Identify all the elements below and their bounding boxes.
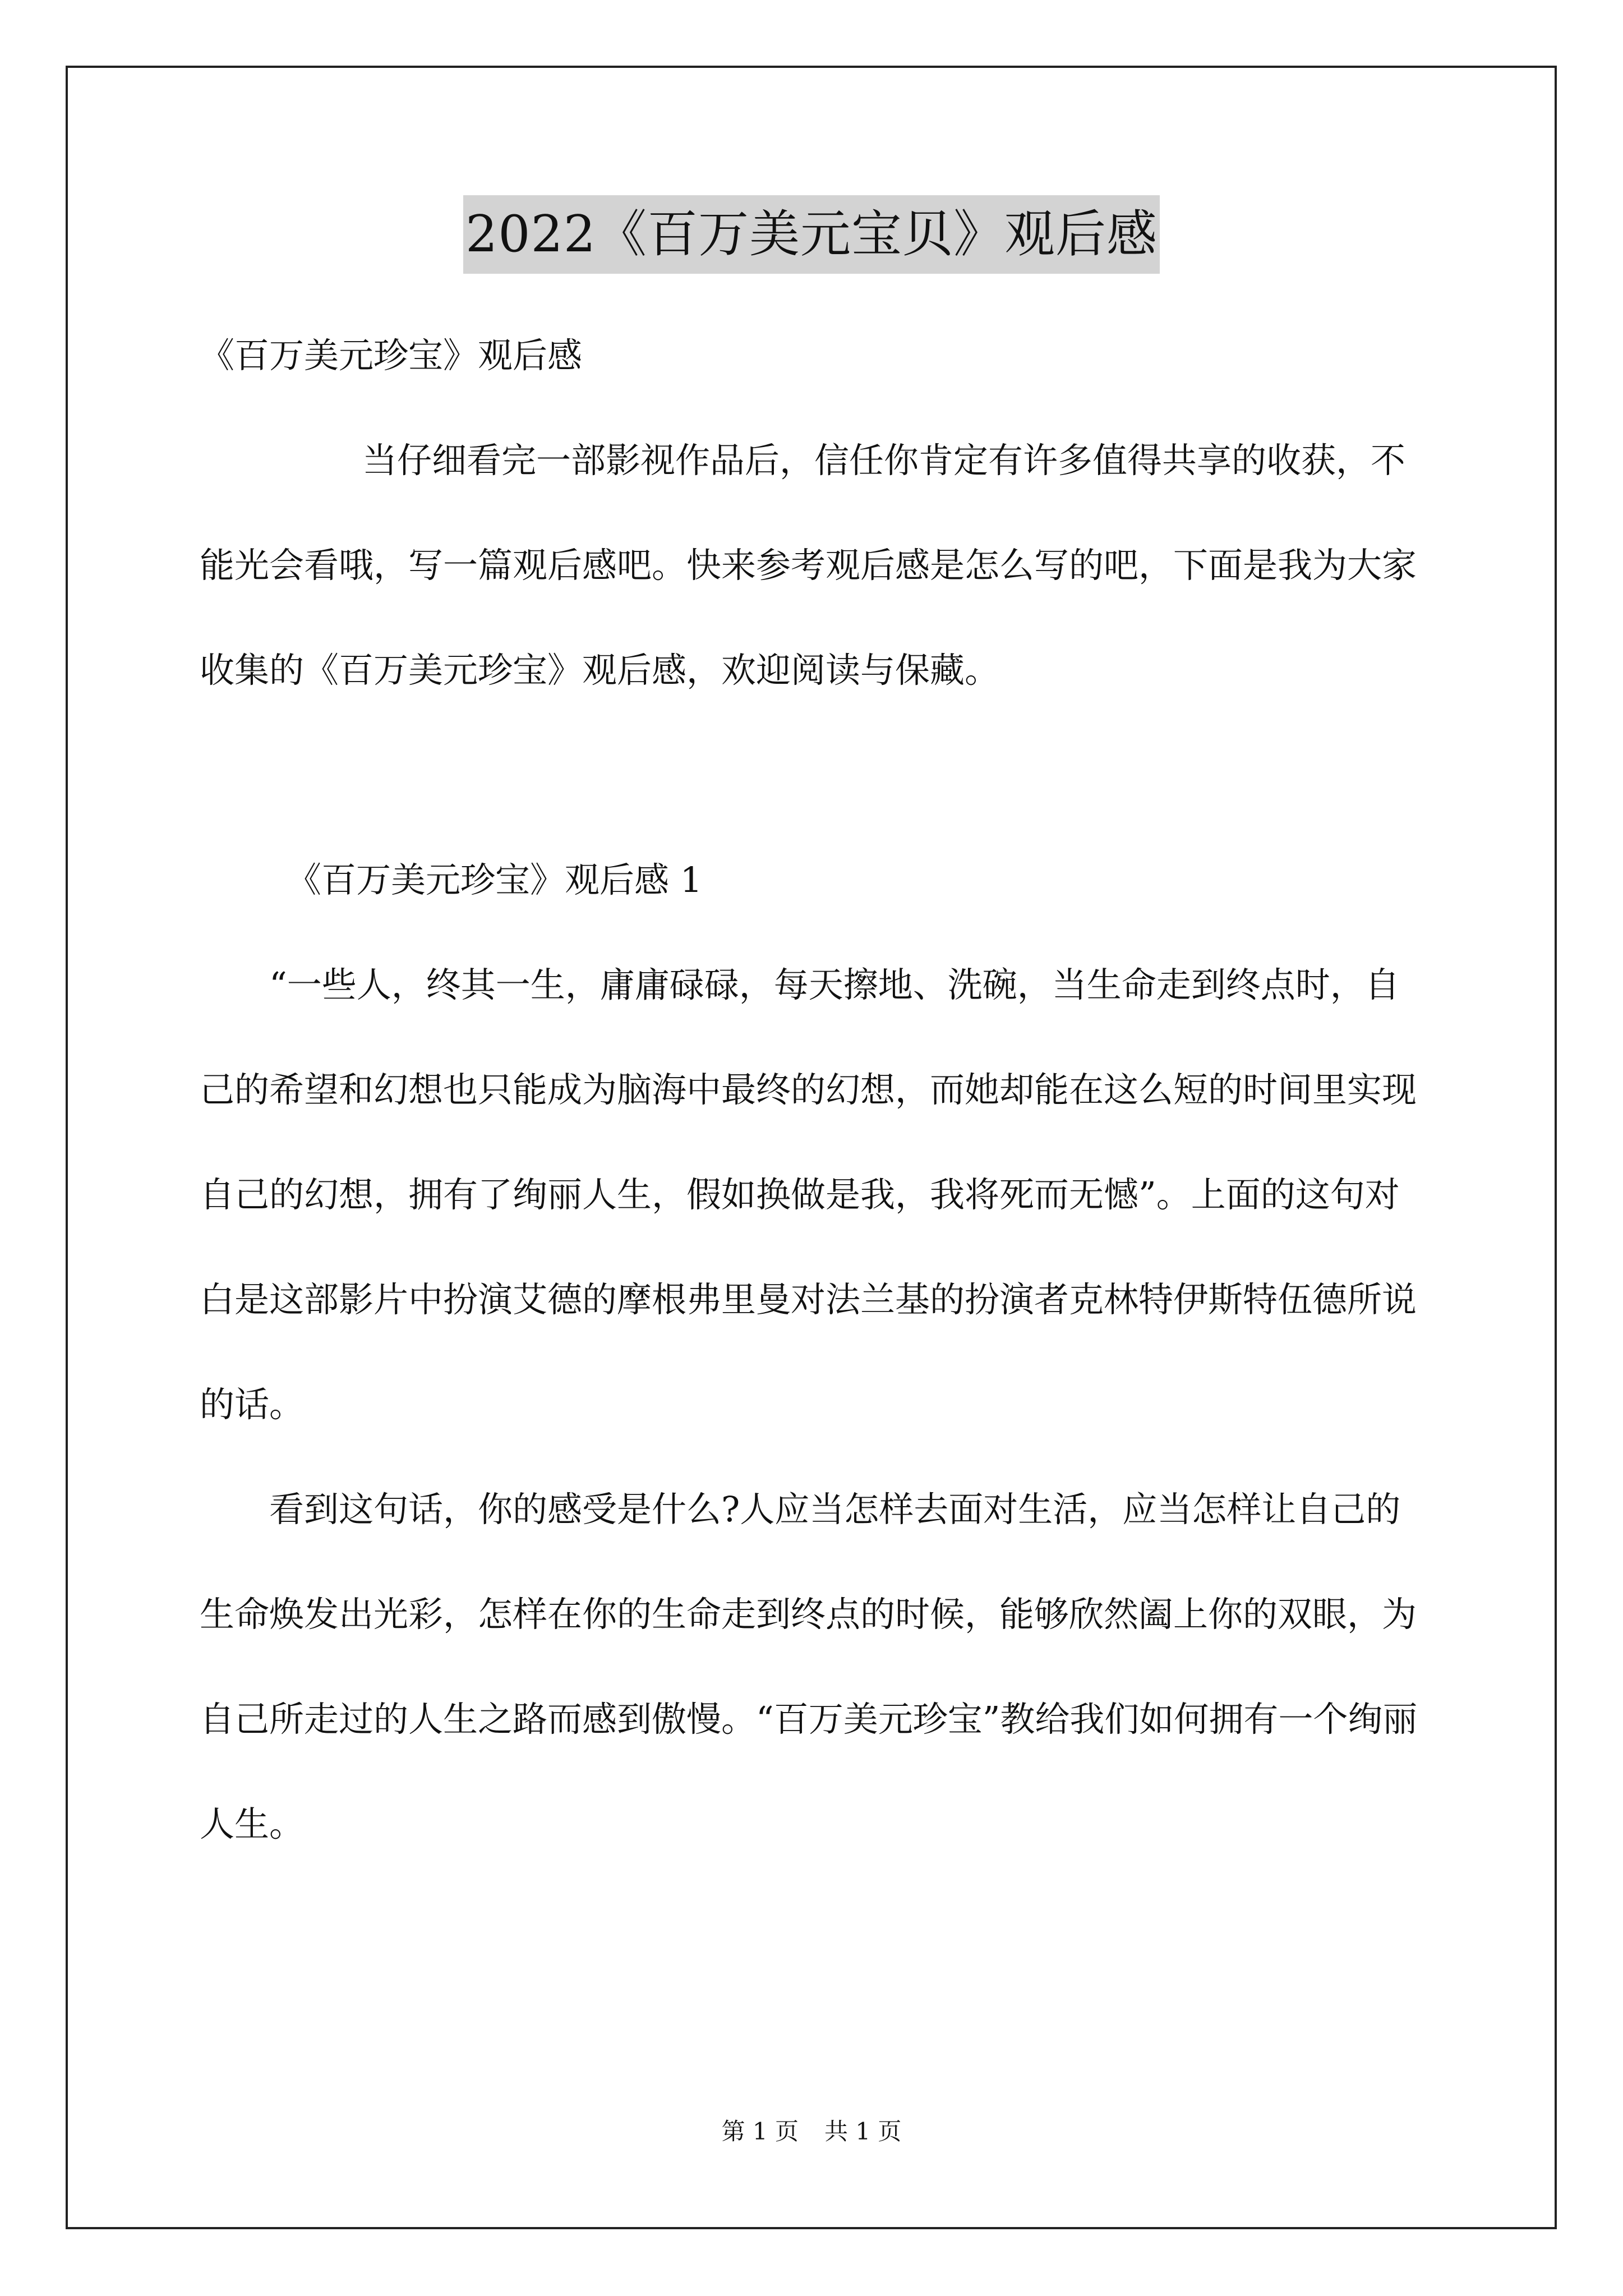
- document-title: 2022《百万美元宝贝》观后感: [463, 195, 1160, 274]
- body-paragraph-2: 看到这句话，你的感受是什么?人应当怎样去面对生活，应当怎样让自己的生命焕发出光彩，怎样在你的生命走到终点的时候，能够欣然阖上你的双眼，为自己所走过的人生之路而感到傲慢。“百万美元珍宝”教给我们如何拥有一个绚丽人生。: [200, 1489, 1418, 1844]
- title-container: [0, 195, 1623, 274]
- page-number: 第 1 页: [721, 2118, 799, 2145]
- intro-paragraph: 当仔细看完一部影视作品后，信任你肯定有许多值得共享的收获，不能光会看哦，写一篇观后感吧。快来参考观后感是怎么写的吧，下面是我为大家收集的《百万美元珍宝》观后感，欢迎阅读与保藏。: [200, 440, 1417, 691]
- page-footer: [0, 2115, 1623, 2148]
- body-paragraph-1: “一些人，终其一生，庸庸碌碌，每天擦地、洗碗，当生命走到终点时，自己的希望和幻想也只能成为脑海中最终的幻想，而她却能在这么短的时间里实现自己的幻想，拥有了绚丽人生，假如换做是我，我将死而无憾”。上面的这句对白是这部影片中扮演艾德的摩根弗里曼对法兰基的扮演者克林特伊斯特伍德所说的话。: [200, 964, 1417, 1425]
- subtitle: 《百万美元珍宝》观后感: [200, 335, 583, 376]
- paragraph-gap: [200, 723, 1425, 827]
- document-body: [200, 303, 1425, 1876]
- page-total: 共 1 页: [824, 2118, 902, 2145]
- section-heading: 《百万美元珍宝》观后感 1: [287, 859, 703, 900]
